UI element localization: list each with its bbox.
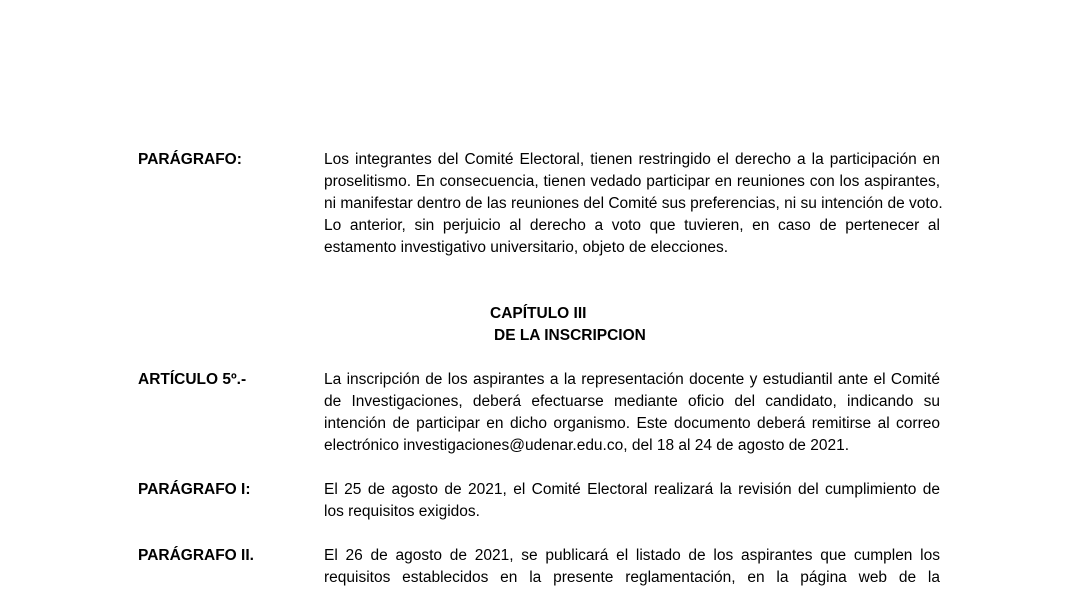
paragrafo-i-label: PARÁGRAFO I: [138, 481, 251, 498]
text-line: ni manifestar dentro de las reuniones del Comité sus preferencias, ni su intención de voto. [324, 195, 943, 212]
text-line: intención de participar en dicho organismo. Este documento deberá remitirse al correo [324, 415, 940, 432]
text-line: Los integrantes del Comité Electoral, tienen restringido el derecho a la participación en [324, 151, 940, 168]
chapter-title: CAPÍTULO III [490, 305, 587, 322]
text-line: estamento investigativo universitario, objeto de elecciones. [324, 239, 729, 256]
text-line: El 25 de agosto de 2021, el Comité Electoral realizará la revisión del cumplimiento de [324, 481, 940, 498]
text-line: proselitismo. En consecuencia, tienen vedado participar en reuniones con los aspirantes, [324, 173, 940, 190]
articulo-5-label: ARTÍCULO 5º.- [138, 371, 247, 388]
text-line: requisitos establecidos en la presente reglamentación, en la página web de la [324, 569, 940, 586]
text-line: Lo anterior, sin perjuicio al derecho a voto que tuvieren, en caso de pertenecer al [324, 217, 940, 234]
text-line: El 26 de agosto de 2021, se publicará el listado de los aspirantes que cumplen los [324, 547, 940, 564]
text-line: los requisitos exigidos. [324, 503, 480, 520]
paragrafo-text [324, 149, 943, 259]
text-line: de Investigaciones, deberá efectuarse mediante oficio del candidato, indicando su [324, 393, 940, 410]
text-line: electrónico investigaciones@udenar.edu.co, del 18 al 24 de agosto de 2021. [324, 437, 850, 454]
paragrafo-ii-text [324, 545, 940, 589]
paragrafo-ii-label: PARÁGRAFO II. [138, 547, 254, 564]
paragrafo-label: PARÁGRAFO: [138, 151, 242, 168]
paragrafo-i-text [324, 479, 940, 523]
text-line: La inscripción de los aspirantes a la representación docente y estudiantil ante el Comité [324, 371, 940, 388]
chapter-subtitle: DE LA INSCRIPCION [494, 327, 646, 344]
articulo-5-text [324, 369, 940, 457]
